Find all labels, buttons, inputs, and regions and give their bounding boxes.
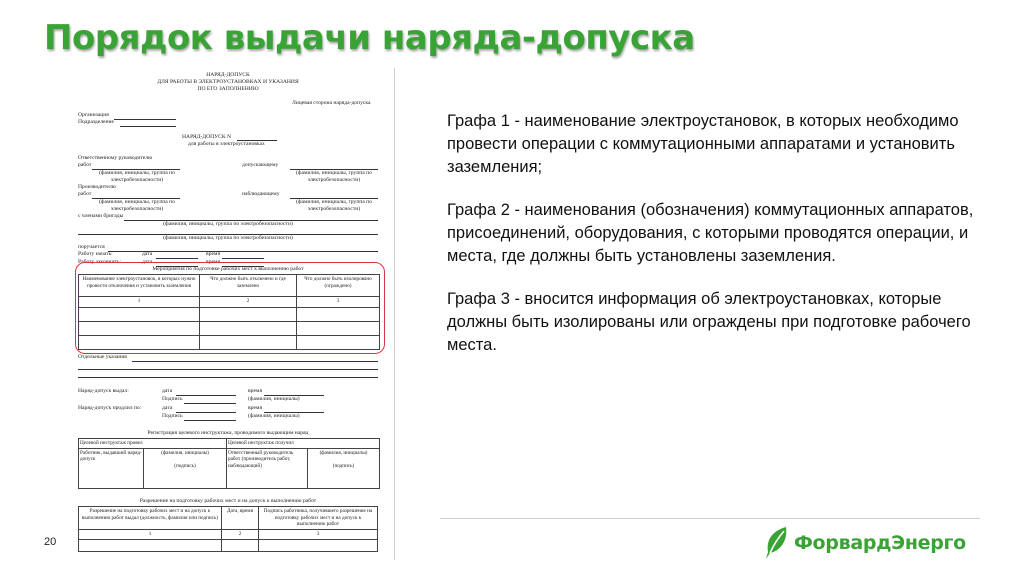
measures-header: Что должно быть изолировано (ограждено) xyxy=(297,275,380,297)
sign-short: (подпись) xyxy=(332,462,355,469)
column-number: 2 xyxy=(200,297,297,308)
column-number: 3 xyxy=(297,297,380,308)
fio-group-note: (фамилия, инициалы, группа по электробезопасности) xyxy=(99,199,175,212)
fio-short: (фамилия, инициалы) xyxy=(161,449,209,456)
fio-group-note: (фамилия, инициалы, группа по электробезопасности) xyxy=(163,235,293,241)
producer-label: Производителю xyxy=(78,184,116,190)
face-side-label: Лицевая сторона наряда-допуска xyxy=(292,100,371,106)
measures-header: Что должно быть отключено и где заземлено xyxy=(200,275,297,297)
works-label: работ xyxy=(78,162,92,168)
measures-header: Наименование электроустановок, в которых нужно провести отключения и установить заземления xyxy=(79,275,200,297)
measures-highlight xyxy=(75,262,385,354)
permission-header: Подпись работника, получившего разрешение на подготовку рабочих мест и на допуск к выполнению работ xyxy=(259,507,378,530)
column-number: 1 xyxy=(79,529,222,539)
briefing-col: Целевой инструктаж получил xyxy=(227,439,380,449)
explanation-block xyxy=(447,110,977,377)
fio-short: (фамилия, инициалы) xyxy=(248,413,300,419)
fio-group-note: (фамилия, инициалы, группа по электробезопасности) xyxy=(99,170,175,183)
work-start-label: Работу начать: xyxy=(78,251,113,257)
date-label: дата xyxy=(162,388,173,394)
signature-label: Подпись xyxy=(162,396,183,402)
resp-manager-label: Ответственному руководителю xyxy=(78,155,153,161)
time-label: время xyxy=(206,259,221,265)
assigned-label: поручается xyxy=(78,244,105,250)
target-briefing-title: Регистрация целевого инструктажа, проводимого выдающим наряд xyxy=(147,430,309,436)
time-label: время xyxy=(248,405,263,411)
footer-divider xyxy=(440,518,980,519)
fio-short: (фамилия, инициалы) xyxy=(319,449,368,456)
column-number: 2 xyxy=(222,529,259,539)
form-heading: НАРЯД-ДОПУСК xyxy=(206,72,250,78)
form-heading-2: ДЛЯ РАБОТЫ В ЭЛЕКТРОУСТАНОВКАХ И УКАЗАНИЯ xyxy=(157,79,299,85)
time-label: время xyxy=(206,251,221,257)
members-label: с членами бригады xyxy=(78,213,124,219)
works-label: работ xyxy=(78,191,92,197)
sign-short: (подпись) xyxy=(174,462,196,469)
permit-for: для работы в электроустановках xyxy=(188,141,265,147)
explanation-column-1: Графа 1 - наименование электроустановок, в которых необходимо провести операции с коммутационными аппаратами и установить заземления; xyxy=(447,112,959,176)
explanation-column-3: Графа 3 - вносится информация об электроустановках, которые должны быть изолированы или ограждены при подготовке рабочего места. xyxy=(447,290,971,354)
dept-label: Подразделение xyxy=(78,119,114,125)
date-label: дата xyxy=(142,259,153,265)
permission-header: Дата, время xyxy=(222,507,259,530)
permission-table xyxy=(78,506,378,552)
permission-header: Разрешение на подготовку рабочих мест и на допуск к выполнению работ выдал (должность, фамилия или подпись) xyxy=(79,507,222,530)
column-number: 3 xyxy=(259,529,378,539)
admitter-label: допускающему xyxy=(242,162,279,168)
date-label: дата xyxy=(142,251,153,257)
brand-name: ФорвардЭнерго xyxy=(794,532,966,554)
extended-label: Наряд-допуск продлил по: xyxy=(78,405,142,411)
fio-group-note: (фамилия, инициалы, группа по электробезопасности) xyxy=(296,199,372,212)
explanation-column-2: Графа 2 - наименования (обозначения) коммутационных аппаратов, присоединений, оборудования, с которыми проводятся операции, и места, где должны быть установлены заземления. xyxy=(447,201,974,265)
permit-number: НАРЯД-ДОПУСК N xyxy=(182,134,232,140)
form-heading-3: ПО ЕГО ЗАПОЛНЕНИЮ xyxy=(197,86,259,92)
leaf-icon xyxy=(764,526,790,560)
resp-label: Ответственный руководитель работ (производитель работ, наблюдающий) xyxy=(227,448,308,488)
time-label: время xyxy=(248,388,263,394)
signature-label: Подпись xyxy=(162,413,183,419)
briefing-col: Целевой инструктаж провел xyxy=(79,439,227,449)
issuer-label: Работник, выдавший наряд-допуск xyxy=(79,448,144,488)
brand-logo xyxy=(764,526,966,560)
briefing-table xyxy=(78,438,380,489)
work-end-label: Работу закончить: xyxy=(78,259,122,265)
special-instructions-label: Отдельные указания xyxy=(78,354,127,360)
fio-short: (фамилия, инициалы) xyxy=(248,396,300,402)
org-label: Организация xyxy=(78,112,109,118)
page-number: 20 xyxy=(44,536,57,548)
fio-group-note: (фамилия, инициалы, группа по электробезопасности) xyxy=(163,221,293,227)
observer-label: наблюдающему xyxy=(242,191,280,197)
issued-label: Наряд-допуск выдал: xyxy=(78,388,129,394)
date-label: дата xyxy=(162,405,173,411)
fio-group-note: (фамилия, инициалы, группа по электробезопасности) xyxy=(296,170,372,183)
page-title: Порядок выдачи наряда-допуска xyxy=(44,18,695,58)
column-number: 1 xyxy=(79,297,200,308)
measures-title: Мероприятия по подготовке рабочих мест к выполнению работ xyxy=(152,266,304,272)
permission-title: Разрешение на подготовку рабочих мест и на допуск к выполнению работ xyxy=(139,498,317,504)
